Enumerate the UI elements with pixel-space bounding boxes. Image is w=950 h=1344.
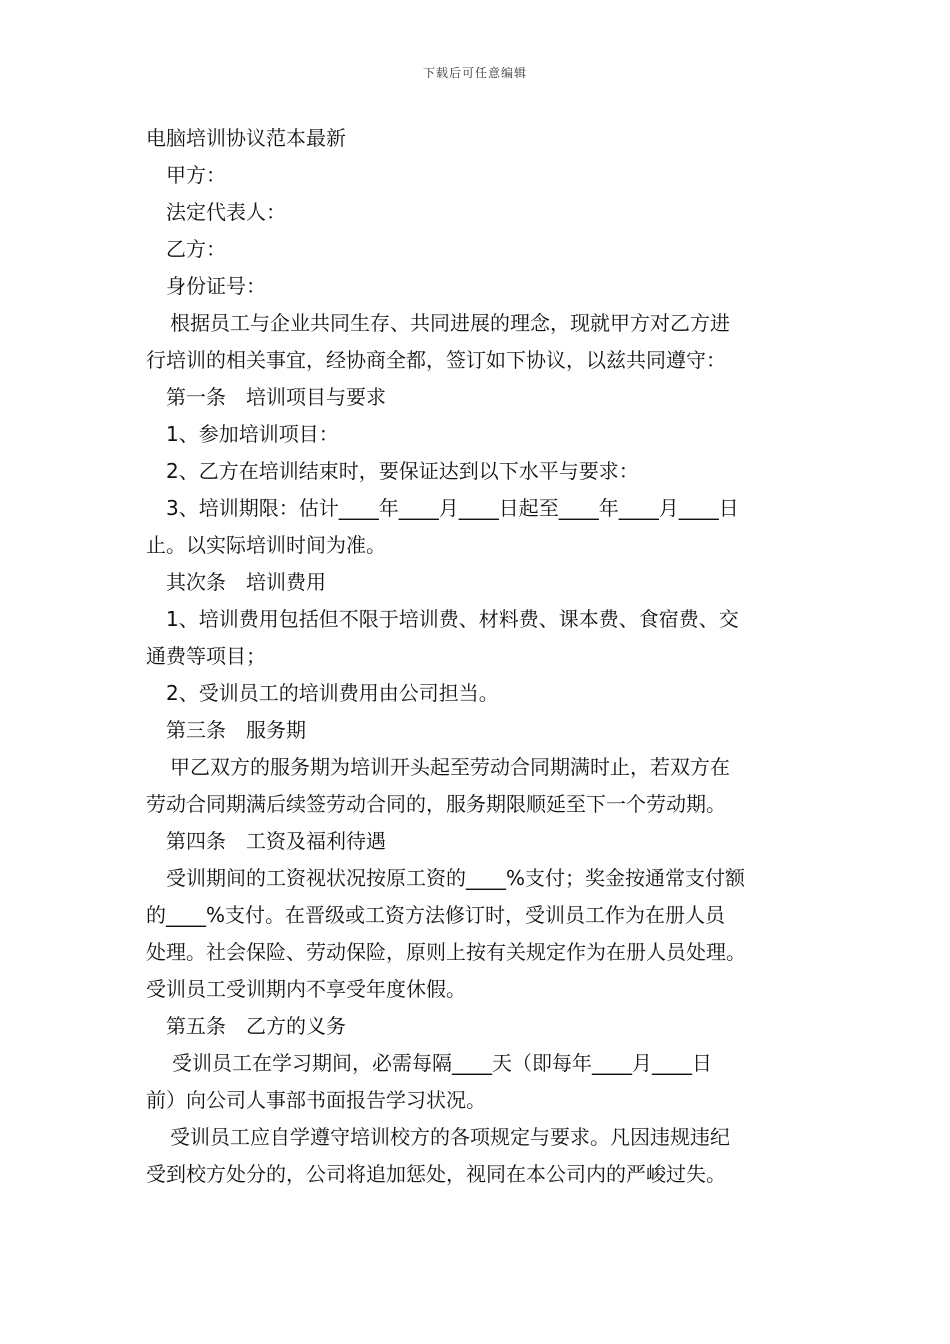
- paragraph-line: 受到校方处分的，公司将追加惩处，视同在本公司内的严峻过失。: [146, 1162, 726, 1186]
- paragraph-line: 受训员工应自学遵守培训校方的各项规定与要求。凡因违规违纪: [170, 1125, 730, 1149]
- list-item: 1、培训费用包括但不限于培训费、材料费、课本费、食宿费、交: [166, 607, 739, 631]
- article-heading: 第五条 乙方的义务: [166, 1014, 346, 1038]
- article-heading: 第一条 培训项目与要求: [166, 385, 386, 409]
- list-item: 2、受训员工的培训费用由公司担当。: [166, 681, 499, 705]
- paragraph-line: 受训员工在学习期间，必需每隔____天（即每年____月____日: [172, 1051, 712, 1075]
- paragraph-line: 前）向公司人事部书面报告学习状况。: [146, 1088, 486, 1112]
- paragraph-line: 劳动合同期满后续签劳动合同的，服务期限顺延至下一个劳动期。: [146, 792, 726, 816]
- document-body: [146, 120, 826, 1193]
- paragraph-line: 止。以实际培训时间为准。: [146, 533, 386, 557]
- paragraph-line: 受训期间的工资视状况按原工资的____%支付；奖金按通常支付额: [166, 866, 746, 890]
- document-title: 电脑培训协议范本最新: [146, 126, 346, 150]
- page-header-note: 下载后可任意编辑: [422, 66, 527, 80]
- article-heading: 第三条 服务期: [166, 718, 306, 742]
- paragraph-line: 通费等项目；: [146, 644, 266, 668]
- article-heading: 第四条 工资及福利待遇: [166, 829, 386, 853]
- list-item: 1、参加培训项目：: [166, 422, 339, 446]
- article-heading: 其次条 培训费用: [166, 570, 326, 594]
- paragraph-line: 处理。社会保险、劳动保险，原则上按有关规定作为在册人员处理。: [146, 940, 746, 964]
- party-a-line: 甲方：: [166, 163, 226, 187]
- party-b-line: 乙方：: [166, 237, 226, 261]
- list-item: 2、乙方在培训结束时，要保证达到以下水平与要求：: [166, 459, 639, 483]
- list-item: 3、培训期限：估计____年____月____日起至____年____月____日: [166, 496, 739, 520]
- paragraph-line: 根据员工与企业共同生存、共同进展的理念，现就甲方对乙方进: [170, 311, 730, 335]
- id-number-line: 身份证号：: [166, 274, 266, 298]
- paragraph-line: 的____%支付。在晋级或工资方法修订时，受训员工作为在册人员: [146, 903, 726, 927]
- legal-rep-line: 法定代表人：: [166, 200, 286, 224]
- paragraph-line: 受训员工受训期内不享受年度休假。: [146, 977, 466, 1001]
- paragraph-line: 甲乙双方的服务期为培训开头起至劳动合同期满时止，若双方在: [170, 755, 730, 779]
- paragraph-line: 行培训的相关事宜，经协商全都，签订如下协议，以兹共同遵守：: [146, 348, 726, 372]
